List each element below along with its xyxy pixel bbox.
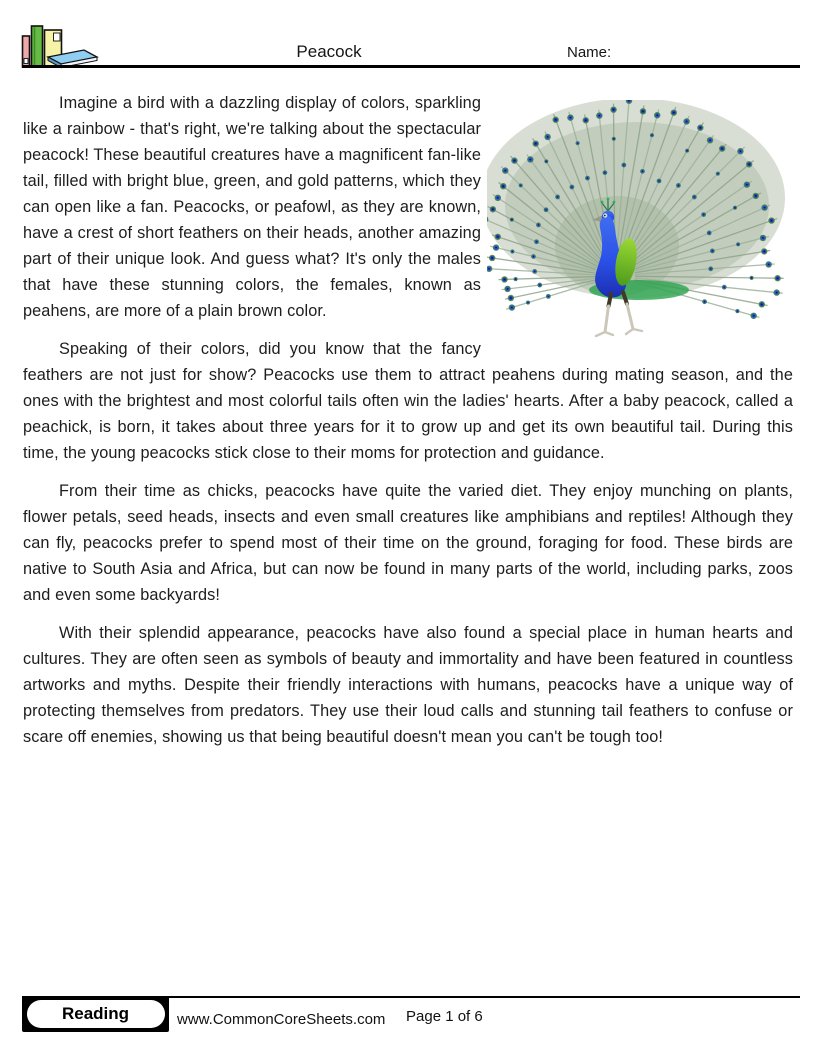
peacock-image	[487, 100, 793, 344]
category-badge-pill	[27, 1000, 165, 1028]
worksheet-body	[23, 90, 793, 762]
category-badge	[22, 996, 169, 1032]
paragraph-4	[23, 620, 793, 750]
books-logo-icon	[20, 20, 106, 70]
page-title: Peacock	[296, 42, 362, 61]
paragraph-1	[23, 90, 793, 324]
paragraph-3	[23, 478, 793, 608]
website-text: www.CommonCoreSheets.com	[177, 1011, 386, 1028]
page-indicator: Page 1 of 6	[406, 1008, 483, 1025]
name-label: Name:	[567, 44, 612, 61]
paragraph-2-text: Speaking of their colors, did you know that the fancy feathers are not just for show? Peacocks use them to attract peahens during mating season, and the ones with the brightest and most colorful tails often win the ladies' hearts. After a baby peacock, called a peachick, is born, it takes about three years for it to grow up and get its own beautiful tail. During this time, the young peacocks stick close to their moms for protection and guidance.	[23, 340, 793, 462]
header-divider	[22, 65, 800, 68]
paragraph-2	[23, 336, 793, 466]
category-label: Reading	[61, 1004, 130, 1023]
paragraph-3-text: From their time as chicks, peacocks have quite the varied diet. They enjoy munching on plants, flower petals, seed heads, insects and even small creatures like amphibians and reptiles! Although they can fly, peacocks prefer to spend most of their time on the ground, foraging for food. These birds are native to South Asia and Africa, but can now be found in many parts of the world, including parks, zoos and even some backyards!	[23, 482, 793, 604]
paragraph-1-text: Imagine a bird with a dazzling display of colors, sparkling like a rainbow - that's right, we're talking about the spectacular peacock! These beautiful creatures have a magnificent fan-like tail, filled with bright blue, green, and gold patterns, which they can open like a fan. Peacocks, or peafowl, as they are known, have a crest of short feathers on their heads, another amazing part of their unique look. And guess what? It's only the males that have these stunning colors, the females, known as peahens, are more of a plain brown color.	[23, 94, 481, 320]
paragraph-4-text: With their splendid appearance, peacocks have also found a special place in human hearts and cultures. They are often seen as symbols of beauty and immortality and have been featured in countless artworks and myths. Despite their friendly interactions with humans, peacocks have a unique way of protecting themselves from predators. They use their loud calls and stunning tail feathers to confuse or scare off enemies, showing us that being beautiful doesn't mean you can't be tough too!	[23, 624, 793, 746]
